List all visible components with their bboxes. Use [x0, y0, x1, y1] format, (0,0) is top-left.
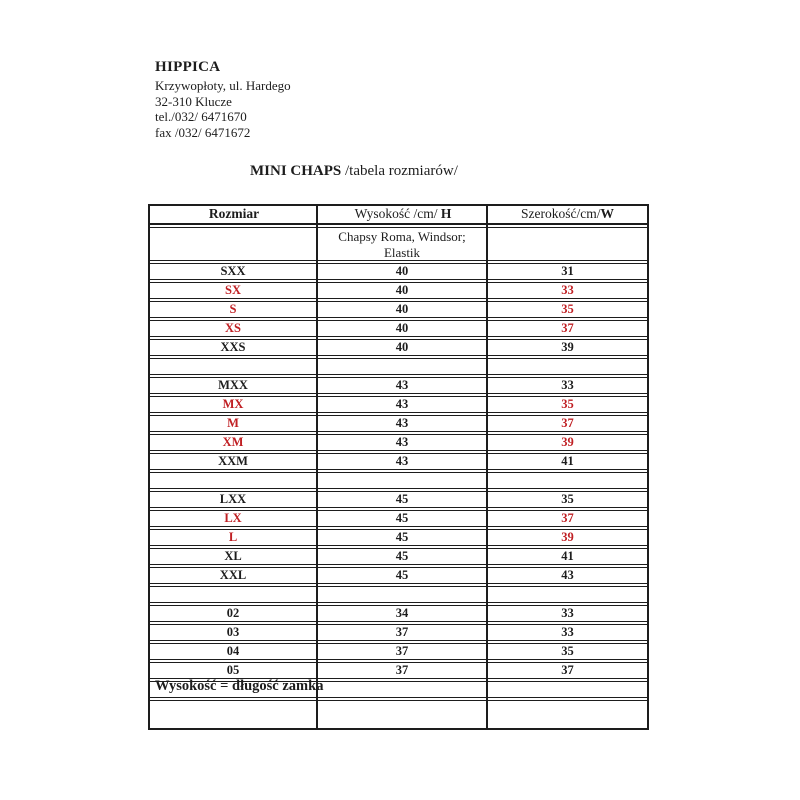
cell-height: 40 — [395, 283, 409, 297]
cell-height: 45 — [395, 511, 409, 525]
cell-height: 37 — [395, 644, 409, 658]
cell-width: 31 — [561, 264, 574, 278]
cell-width — [487, 701, 648, 728]
cell-height: 34 — [395, 606, 409, 620]
table-row — [148, 339, 649, 356]
cell-size: XL — [224, 549, 242, 563]
cell-size: XXS — [220, 340, 246, 354]
cell-width: 35 — [561, 644, 574, 658]
cell-width: 33 — [561, 283, 574, 297]
cell-size: LX — [224, 511, 242, 525]
cell-size: XS — [225, 321, 241, 335]
table-row — [148, 529, 649, 546]
subheader-models-line1: Chapsy Roma, Windsor; — [338, 229, 466, 244]
cell-height: 45 — [395, 568, 409, 582]
cell-height: 43 — [395, 435, 409, 449]
table-border-left — [148, 204, 150, 730]
cell-height: 37 — [395, 663, 409, 677]
cell-width — [487, 587, 648, 602]
cell-height: 40 — [395, 302, 409, 316]
size-table — [148, 204, 649, 730]
table-border-right — [647, 204, 649, 730]
cell-width: 33 — [561, 378, 574, 392]
cell-size: 02 — [226, 606, 240, 620]
subheader-cell-empty-left — [149, 228, 317, 260]
cell-width — [487, 473, 648, 488]
company-address-city: 32-310 Klucze — [155, 93, 232, 109]
cell-height: 43 — [395, 416, 409, 430]
header-cell-szerokosc: Szerokość/cm/W — [521, 206, 614, 221]
table-row — [148, 643, 649, 660]
spacer-row — [148, 586, 649, 603]
cell-width: 37 — [561, 663, 574, 677]
subheader-cell-empty-right — [487, 228, 648, 260]
table-row — [148, 624, 649, 641]
spacer-row — [148, 700, 649, 730]
table-subheader-row — [148, 227, 649, 261]
cell-height: 43 — [395, 397, 409, 411]
cell-size — [149, 701, 317, 728]
cell-height — [317, 701, 487, 728]
company-address-street: Krzywopłoty, ul. Hardego — [155, 78, 291, 93]
cell-size — [149, 587, 317, 602]
subheader-models-line2: Elastik — [383, 244, 421, 260]
subheader-cell-models — [317, 228, 487, 260]
table-row — [148, 301, 649, 318]
cell-width: 33 — [561, 606, 574, 620]
cell-width: 33 — [561, 625, 574, 639]
cell-size: S — [229, 302, 237, 316]
header-cell-rozmiar: Rozmiar — [208, 206, 260, 221]
table-row — [148, 282, 649, 299]
spacer-row — [148, 358, 649, 375]
table-row — [148, 263, 649, 280]
cell-width — [487, 682, 648, 697]
cell-width: 41 — [561, 454, 574, 468]
spacer-row — [148, 472, 649, 489]
cell-size: MXX — [218, 378, 248, 392]
page-title-suffix: /tabela rozmiarów/ — [341, 163, 458, 179]
cell-height — [317, 473, 487, 488]
company-name: HIPPICA — [155, 59, 221, 75]
cell-height: 40 — [395, 340, 409, 354]
cell-width: 35 — [561, 397, 574, 411]
cell-size: L — [228, 530, 238, 544]
cell-size: SXX — [220, 264, 246, 278]
table-row — [148, 396, 649, 413]
cell-width: 37 — [561, 511, 574, 525]
cell-height: 43 — [395, 454, 409, 468]
table-row — [148, 320, 649, 337]
cell-size: MX — [222, 397, 244, 411]
table-row — [148, 548, 649, 565]
cell-width: 43 — [561, 568, 574, 582]
cell-width: 35 — [561, 302, 574, 316]
cell-size: 04 — [226, 644, 240, 658]
table-row — [148, 567, 649, 584]
cell-size: XXL — [219, 568, 247, 582]
cell-height: 45 — [395, 492, 409, 506]
cell-size — [149, 359, 317, 374]
table-row — [148, 434, 649, 451]
cell-size: XXM — [218, 454, 248, 468]
cell-width: 39 — [561, 435, 574, 449]
column-separator-2 — [486, 204, 488, 730]
cell-width: 41 — [561, 549, 574, 563]
table-row — [148, 453, 649, 470]
header-cell-wysokosc: Wysokość /cm/ H — [354, 206, 452, 221]
table-row — [148, 510, 649, 527]
table-row — [148, 415, 649, 432]
cell-size: LXX — [219, 492, 247, 506]
column-separator-1 — [316, 204, 318, 730]
cell-height: 37 — [395, 625, 409, 639]
table-row — [148, 491, 649, 508]
cell-width: 37 — [561, 321, 574, 335]
table-row — [148, 605, 649, 622]
cell-width: 37 — [561, 416, 574, 430]
footnote: Wysokość = długość zamka — [155, 678, 324, 694]
page-title-main: MINI CHAPS — [250, 163, 342, 179]
cell-height: 40 — [395, 264, 409, 278]
cell-height: 40 — [395, 321, 409, 335]
cell-size: M — [227, 416, 239, 430]
cell-size: SX — [225, 283, 241, 297]
company-header — [155, 59, 291, 140]
cell-width: 39 — [561, 530, 574, 544]
size-table-rows — [148, 263, 649, 730]
cell-height — [317, 587, 487, 602]
cell-height: 45 — [395, 549, 409, 563]
cell-width: 39 — [561, 340, 574, 354]
cell-width: 35 — [561, 492, 574, 506]
cell-height — [317, 682, 487, 697]
page-title — [250, 163, 458, 180]
cell-height — [317, 359, 487, 374]
company-phone: tel./032/ 6471670 — [155, 109, 247, 124]
cell-height: 43 — [395, 378, 409, 392]
table-row — [148, 662, 649, 679]
cell-width — [487, 359, 648, 374]
table-row — [148, 377, 649, 394]
table-header-row — [148, 204, 649, 225]
cell-size: XM — [222, 435, 244, 449]
cell-size: 05 — [226, 663, 240, 677]
cell-height: 45 — [395, 530, 409, 544]
company-fax: fax /032/ 6471672 — [155, 124, 251, 140]
cell-size — [149, 473, 317, 488]
cell-size: 03 — [226, 625, 240, 639]
